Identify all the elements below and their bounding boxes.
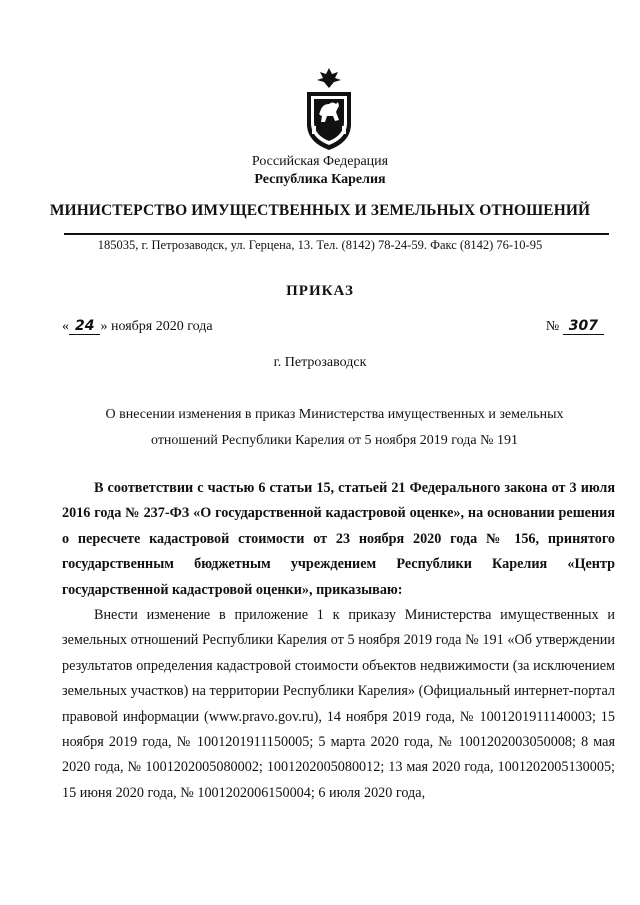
ministry-name: МИНИСТЕРСТВО ИМУЩЕСТВЕННЫХ И ЗЕМЕЛЬНЫХ ОТНОШЕНИЙ — [49, 202, 591, 219]
order-body — [62, 476, 615, 806]
karelia-coat-of-arms-icon — [303, 66, 355, 152]
subject-line-2: отношений Республики Карелия от 5 ноября 2019 года № 191 — [151, 433, 518, 448]
number-handwritten: 307 — [563, 318, 604, 335]
date-rest: » ноября 2020 года — [100, 319, 213, 334]
order-subject — [62, 402, 607, 454]
city-name: г. Петрозаводск — [273, 355, 367, 370]
document-title: ПРИКАЗ — [286, 283, 354, 299]
order-date — [62, 318, 213, 335]
body-paragraph-2: Внести изменение в приложение 1 к приказу Министерства имущественных и земельных отношений Республики Карелия от 5 ноября 2019 года № 191 «Об утверждении результатов определения кадастровой стоимости объектов недвижимости (за исключением земельных участков) на территории Республики Карелия» (Официальный интернет-портал правовой информации (www.pravo.gov.ru), 14 ноября 2019 года, № 1001201911140003; 15 ноября 2019 года, № 1001201911150005; 5 марта 2020 года, № 1001202003050008; 8 мая 2020 года, № 1001202005080002; 1001202005080012; 13 мая 2020 года, 1001202005130005; 15 июня 2020 года, № 1001202006150004; 6 июля 2020 года, — [62, 607, 615, 801]
number-label: № — [545, 319, 560, 334]
date-day-handwritten: 24 — [69, 318, 100, 335]
date-open-quote: « — [62, 319, 69, 334]
republic-name: Республика Карелия — [254, 172, 386, 187]
header-divider — [64, 233, 609, 235]
body-paragraph-1: В соответствии с частью 6 статьи 15, статьей 21 Федерального закона от 3 июля 2016 года № 237-ФЗ «О государственной кадастровой оценке», на основании решения о пересчете кадастровой стоимости от 23 ноября 2020 года № 156, принятого государственным бюджетным учреждением Республики Карелия «Центр государственной кадастровой оценки», приказываю: — [62, 480, 615, 598]
order-number — [546, 318, 604, 335]
country-name: Российская Федерация — [251, 154, 389, 169]
subject-line-1: О внесении изменения в приказ Министерства имущественных и земельных — [105, 407, 564, 422]
ministry-address: 185035, г. Петрозаводск, ул. Герцена, 13. Тел. (8142) 78-24-59. Факс (8142) 76-10-95 — [97, 238, 543, 252]
